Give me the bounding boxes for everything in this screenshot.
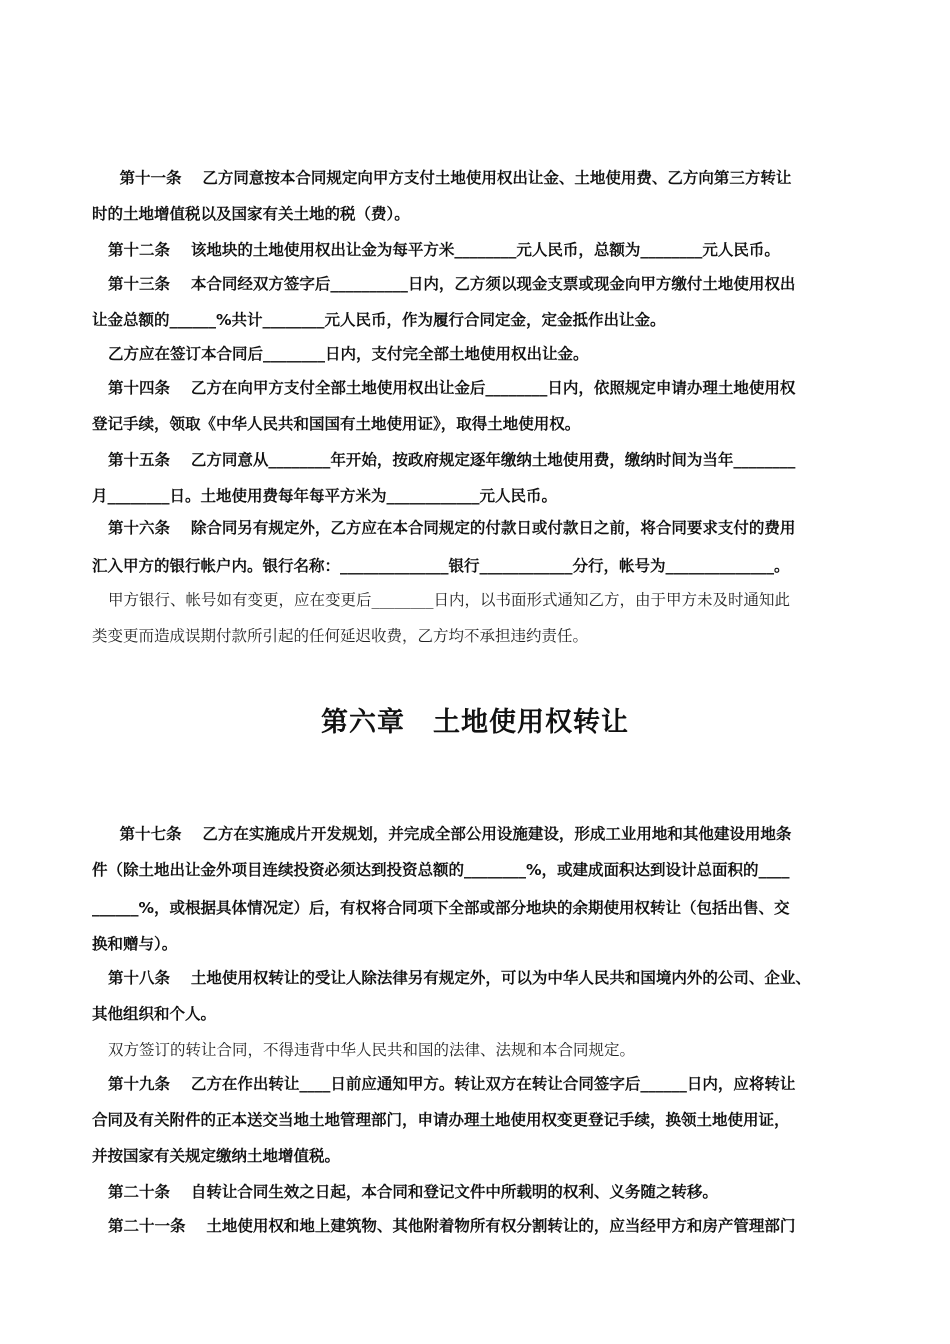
article-16-line-1: 第十六条 除合同另有规定外，乙方应在本合同规定的付款日或付款日之前，将合同要求支付的费用: [108, 519, 796, 537]
article-14-line-1: 第十四条 乙方在向甲方支付全部土地使用权出让金后________日内，依照规定申请办理土地使用权: [108, 379, 796, 397]
article-11-line-1: 第十一条 乙方同意按本合同规定向甲方支付土地使用权出让金、土地使用费、乙方向第三方转让: [104, 169, 792, 187]
article-18-line-2: 其他组织和个人。: [92, 1005, 217, 1023]
article-13-line-2: 让金总额的______%共计________元人民币，作为履行合同定金，定金抵作出让金。: [92, 311, 666, 329]
article-15-line-1: 第十五条 乙方同意从________年开始，按政府规定逐年缴纳土地使用费，缴纳时间为当年________: [108, 451, 796, 469]
article-18-line-3: 双方签订的转让合同，不得违背中华人民共和国的法律、法规和本合同规定。: [108, 1041, 636, 1059]
article-13-line-1: 第十三条 本合同经双方签字后__________日内，乙方须以现金支票或现金向甲方缴付土地使用权出: [108, 275, 796, 293]
article-14-line-2: 登记手续，领取《中华人民共和国国有土地使用证》，取得土地使用权。: [92, 415, 581, 433]
article-17-line-2: 件（除土地出让金外项目连续投资必须达到投资总额的________%，或建成面积达到设计总面积的____: [92, 861, 790, 879]
article-19-line-3: 并按国家有关规定缴纳土地增值税。: [92, 1147, 341, 1165]
article-12-line: 第十二条 该地块的土地使用权出让金为每平方米________元人民币，总额为________元人民币。: [108, 241, 780, 259]
article-19-line-2: 合同及有关附件的正本送交当地土地管理部门，申请办理土地使用权变更登记手续，换领土地使用证，: [92, 1111, 790, 1129]
article-19-line-1: 第十九条 乙方在作出转让____日前应通知甲方。转让双方在转让合同签字后______日内，应将转让: [108, 1075, 796, 1093]
article-20-line: 第二十条 自转让合同生效之日起，本合同和登记文件中所载明的权利、义务随之转移。: [108, 1183, 718, 1201]
article-16-line-2: 汇入甲方的银行帐户内。银行名称：______________银行____________分行，帐号为______________。: [92, 557, 790, 575]
article-17-line-4: 换和赠与）。: [92, 935, 178, 953]
article-11-line-2: 时的土地增值税以及国家有关土地的税（费）。: [92, 205, 410, 223]
article-16-line-3: 甲方银行、帐号如有变更，应在变更后________日内，以书面形式通知乙方，由于甲方未及时通知此: [108, 591, 791, 609]
article-13-line-3: 乙方应在签订本合同后________日内，支付完全部土地使用权出让金。: [108, 345, 589, 363]
article-15-line-2: 月________日。土地使用费每年每平方米为____________元人民币。: [92, 487, 558, 505]
article-17-line-3: ______%，或根据具体情况定）后，有权将合同项下全部或部分地块的余期使用权转让（包括出售、交: [92, 899, 790, 917]
chapter-title: 第六章 土地使用权转让: [321, 707, 629, 738]
article-18-line-1: 第十八条 土地使用权转让的受让人除法律另有规定外，可以为中华人民共和国境内外的公司、企业、: [108, 969, 811, 987]
article-16-line-4: 类变更而造成误期付款所引起的任何延迟收费，乙方均不承担违约责任。: [92, 627, 589, 645]
article-21-line-1: 第二十一条 土地使用权和地上建筑物、其他附着物所有权分割转让的，应当经甲方和房产管理部门: [108, 1217, 796, 1235]
article-17-line-1: 第十七条 乙方在实施成片开发规划，并完成全部公用设施建设，形成工业用地和其他建设用地条: [104, 825, 792, 843]
